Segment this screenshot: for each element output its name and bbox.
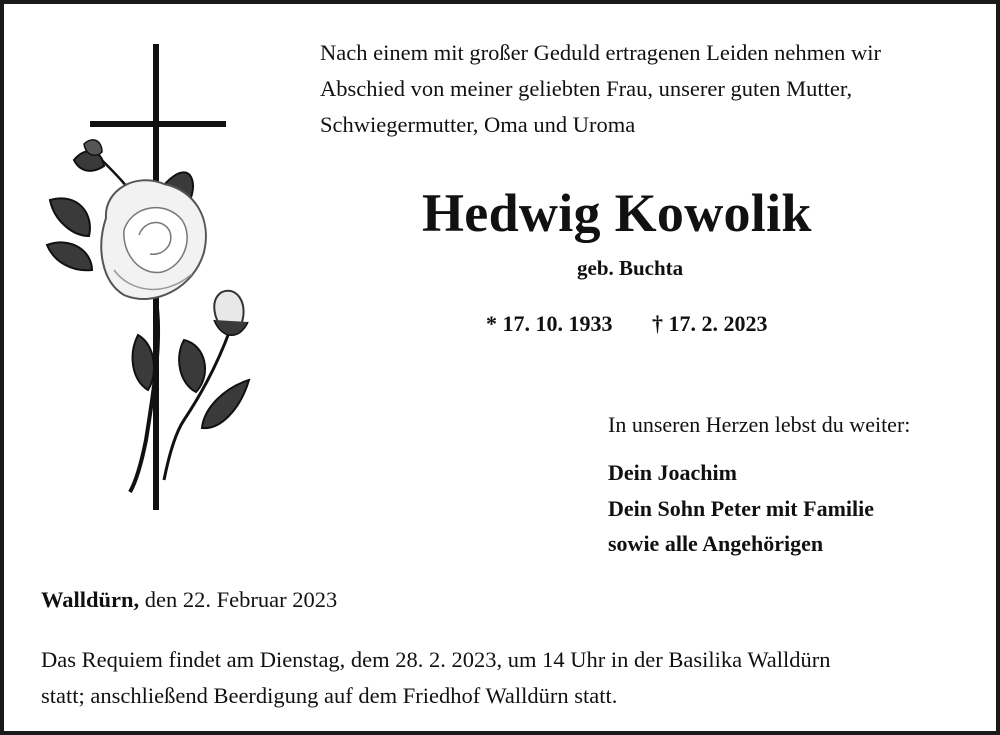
- intro-line: Abschied von meiner geliebten Frau, unserer guten Mutter,: [320, 76, 853, 101]
- mourner-line: sowie alle Angehörigen: [608, 531, 824, 556]
- leaf: [47, 242, 92, 270]
- leaf: [179, 340, 205, 392]
- place: Walldürn,: [41, 587, 140, 612]
- requiem-info: [41, 642, 981, 714]
- requiem-line: statt; anschließend Beerdigung auf dem Friedhof Walldürn statt.: [41, 683, 618, 708]
- intro-text: [320, 35, 985, 143]
- place-and-date: [41, 584, 337, 616]
- leaf: [50, 198, 90, 236]
- cross-horizontal-beam: [90, 121, 226, 127]
- memorial-motto: In unseren Herzen lebst du weiter:: [608, 412, 911, 437]
- mourner-line: Dein Sohn Peter mit Familie: [608, 495, 874, 521]
- maiden-name: geb. Buchta: [577, 256, 684, 280]
- cross-with-rose-icon: [44, 40, 264, 515]
- birth-date: * 17. 10. 1933: [486, 311, 613, 336]
- notice-date: den 22. Februar 2023: [144, 587, 338, 612]
- requiem-line: Das Requiem findet am Dienstag, dem 28. 2. 2023, um 14 Uhr in der Basilika Walldürn: [41, 647, 831, 672]
- intro-line: Nach einem mit großer Geduld ertragenen Leiden nehmen wir: [320, 40, 882, 65]
- intro-line: Schwiegermutter, Oma und Uroma: [320, 112, 636, 137]
- death-date: † 17. 2. 2023: [652, 311, 768, 336]
- life-dates: [486, 309, 768, 339]
- deceased-name: Hedwig Kowolik: [422, 183, 812, 243]
- mourners-list: [608, 455, 874, 562]
- mourner-line: Dein Joachim: [608, 460, 737, 485]
- leaf: [133, 335, 154, 390]
- leaf: [202, 380, 249, 428]
